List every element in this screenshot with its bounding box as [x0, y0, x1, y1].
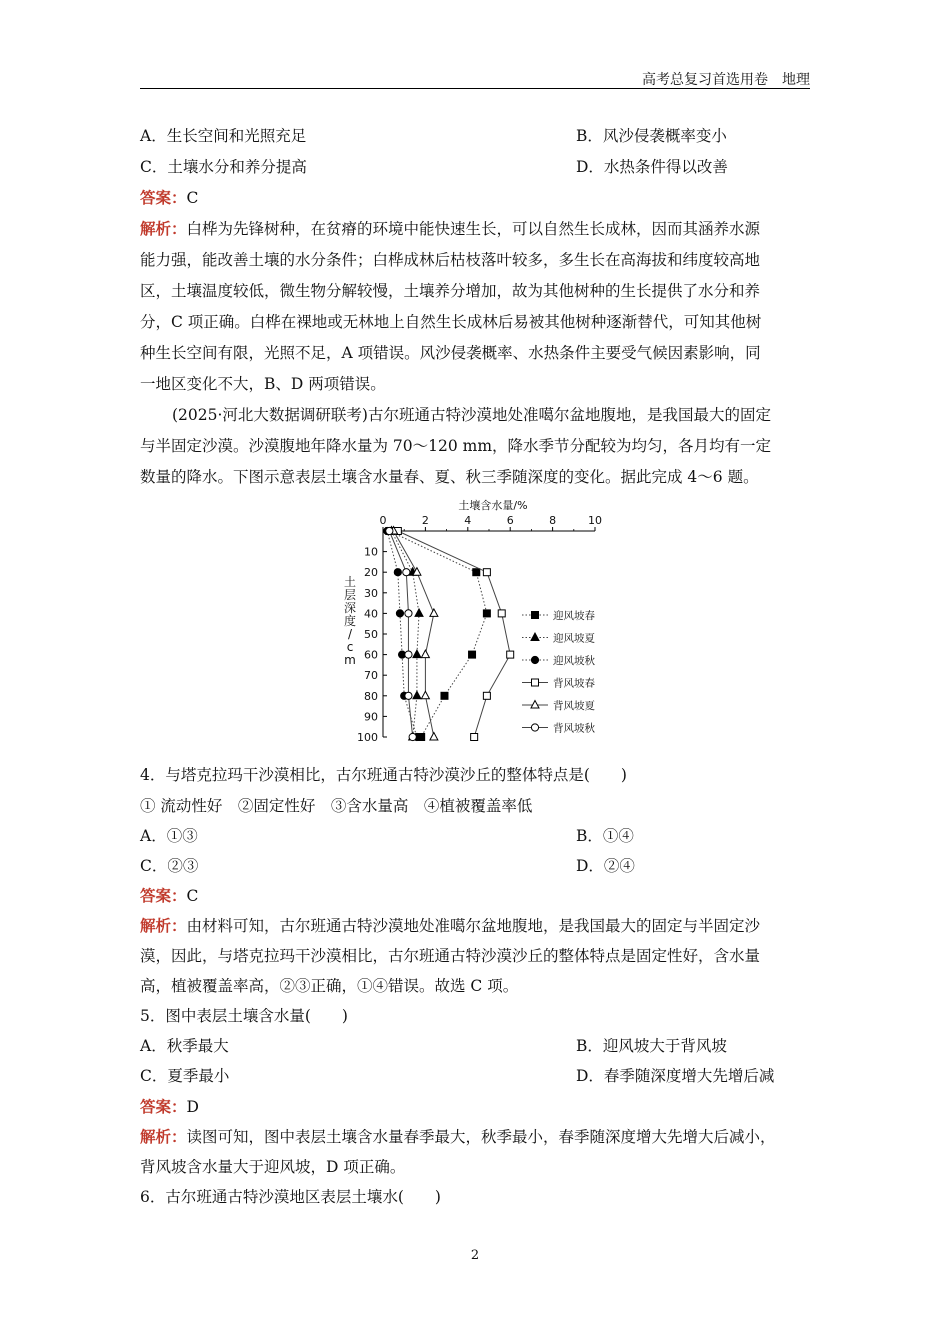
- q5-options-row2: [140, 1066, 775, 1086]
- data-point: [531, 633, 539, 641]
- series-line: [389, 531, 487, 737]
- soil-moisture-chart: [336, 494, 636, 750]
- y-tick-label: 60: [364, 648, 378, 662]
- y-axis-title-char: c: [346, 640, 354, 654]
- data-point: [532, 679, 539, 686]
- data-point: [532, 612, 539, 619]
- q4-option-c[interactable]: C．②③: [140, 857, 199, 875]
- y-axis-title-char: 土: [343, 575, 357, 589]
- series-line: [398, 531, 510, 737]
- q5-stem: 5．图中表层土壤含水量( ): [140, 1007, 348, 1025]
- data-point: [483, 692, 490, 699]
- legend-label: 迎风坡秋: [553, 655, 595, 667]
- y-tick-label: 100: [357, 731, 378, 744]
- header-title: 高考总复习首选用卷 地理: [642, 72, 810, 88]
- legend-label: 背风坡夏: [553, 700, 595, 712]
- q4-answer: [140, 886, 198, 906]
- series-triangle-filled: [387, 527, 423, 741]
- legend-label: 背风坡秋: [553, 722, 595, 735]
- data-point: [473, 569, 480, 576]
- q4-options-row1: [140, 826, 634, 846]
- data-point: [469, 651, 476, 658]
- q5-option-a[interactable]: A．秋季最大: [140, 1037, 229, 1055]
- q4-answer-value: C: [186, 887, 199, 905]
- q3-option-b[interactable]: B．风沙侵袭概率变小: [576, 127, 727, 145]
- q4-analysis-text-1: 由材料可知，古尔班通古特沙漠地处准噶尔盆地腹地，是我国最大的固定与半固定沙: [186, 917, 761, 935]
- q3-answer-label: 答案：: [140, 188, 187, 207]
- data-point: [421, 691, 429, 699]
- q4-stem: 4．与塔克拉玛干沙漠相比，古尔班通古特沙漠沙丘的整体特点是( ): [140, 766, 627, 784]
- data-point: [531, 701, 539, 709]
- series-circle-open: [386, 527, 417, 740]
- y-tick-label: 40: [364, 607, 378, 621]
- data-point: [396, 610, 403, 617]
- x-tick-label: 4: [464, 514, 472, 527]
- data-point: [394, 569, 401, 576]
- x-tick-label: 6: [506, 514, 514, 527]
- series-square-open: [394, 528, 513, 741]
- q3-analysis-label: 解析：: [140, 219, 187, 238]
- x-tick-label: 0: [379, 514, 387, 527]
- y-tick-label: 30: [364, 586, 378, 600]
- series-line: [394, 531, 434, 737]
- y-tick-label: 50: [364, 628, 378, 641]
- data-point: [403, 569, 410, 576]
- q6-stem: 6．古尔班通古特沙漠地区表层土壤水( ): [140, 1188, 441, 1206]
- q5-answer-label: 答案：: [140, 1097, 187, 1116]
- q3-options-row2: [140, 157, 728, 177]
- data-point: [405, 692, 412, 699]
- y-tick-label: 80: [364, 689, 378, 703]
- intro-line-2: 与半固定沙漠。沙漠腹地年降水量为 70～120 mm，降水季节分配较为均匀，各月均有一定: [140, 437, 772, 455]
- q3-analysis-line-5: 种生长空间有限，光照不足，A 项错误。风沙侵袭概率、水热条件主要受气候因素影响，同: [140, 344, 761, 362]
- q5-options-row1: [140, 1036, 727, 1056]
- data-point: [430, 609, 438, 617]
- data-point: [507, 651, 514, 658]
- data-point: [415, 609, 423, 617]
- data-point: [531, 724, 538, 731]
- q4-items: ① 流动性好 ②固定性好 ③含水量高 ④植被覆盖率低: [140, 797, 533, 815]
- q5-answer-value: D: [186, 1098, 199, 1116]
- q3-option-c[interactable]: C．土壤水分和养分提高: [140, 158, 307, 176]
- y-tick-label: 90: [364, 710, 378, 724]
- chart-x-axis-title: 土壤含水量/%: [458, 499, 528, 512]
- data-point: [430, 733, 438, 741]
- header-rule: [140, 88, 810, 89]
- q3-answer: [140, 188, 198, 208]
- y-tick-label: 10: [364, 545, 378, 559]
- series-triangle-open: [390, 527, 438, 741]
- legend-label: 迎风坡春: [553, 610, 595, 622]
- data-point: [531, 656, 538, 663]
- series-circle-filled: [384, 527, 421, 740]
- chart-legend: [522, 609, 595, 735]
- data-point: [405, 651, 412, 658]
- y-axis-title-char: 度: [343, 614, 357, 628]
- intro-line-1: (2025·河北大数据调研联考)古尔班通古特沙漠地处准噶尔盆地腹地，是我国最大的固定: [172, 406, 771, 424]
- series-line: [389, 531, 412, 737]
- q5-option-b[interactable]: B．迎风坡大于背风坡: [576, 1037, 727, 1055]
- data-point: [413, 650, 421, 658]
- y-axis-title-char: 深: [343, 601, 357, 615]
- q3-analysis-line-3: 区，土壤温度较低，微生物分解较慢，土壤养分增加，故为其他树种的生长提供了水分和养: [140, 282, 761, 300]
- q5-analysis-label: 解析：: [140, 1127, 187, 1146]
- q4-analysis-line-2: 漠，因此，与塔克拉玛干沙漠相比，古尔班通古特沙漠沙丘的整体特点是固定性好，含水量: [140, 947, 761, 965]
- data-point: [421, 650, 429, 658]
- q4-option-b[interactable]: B．①④: [576, 827, 634, 845]
- y-axis-title-char: 层: [343, 588, 357, 602]
- q5-analysis-line-2: 背风坡含水量大于迎风坡，D 项正确。: [140, 1158, 406, 1176]
- chart-y-axis-title: [344, 574, 356, 667]
- data-point: [483, 569, 490, 576]
- data-point: [483, 610, 490, 617]
- legend-label: 背风坡春: [553, 677, 595, 690]
- x-tick-label: 10: [588, 514, 602, 527]
- q3-answer-value: C: [186, 189, 199, 207]
- q5-option-c[interactable]: C．夏季最小: [140, 1067, 230, 1085]
- q4-option-a[interactable]: A．①③: [140, 827, 198, 845]
- q3-option-d[interactable]: D．水热条件得以改善: [576, 158, 728, 176]
- data-point: [441, 692, 448, 699]
- data-point: [471, 734, 478, 741]
- q4-analysis-label: 解析：: [140, 916, 187, 935]
- q3-analysis-line-4: 分，C 项正确。白桦在裸地或无林地上自然生长成林后易被其他树种逐渐替代，可知其他树: [140, 313, 762, 331]
- y-axis-title-char: /: [347, 627, 353, 641]
- chart-series: [384, 527, 514, 741]
- q3-analysis-text-1: 白桦为先锋树种，在贫瘠的环境中能快速生长，可以自然生长成林，因而其涵养水源: [186, 220, 761, 238]
- data-point: [498, 610, 505, 617]
- q5-option-d[interactable]: D．春季随深度增大先增后减: [576, 1067, 775, 1085]
- data-point: [413, 691, 421, 699]
- q3-option-a[interactable]: A．生长空间和光照充足: [140, 127, 307, 145]
- legend-label: 迎风坡夏: [553, 632, 595, 645]
- data-point: [405, 610, 412, 617]
- data-point: [386, 527, 393, 534]
- x-tick-label: 8: [549, 514, 557, 527]
- q3-analysis-line-6: 一地区变化不大，B、D 两项错误。: [140, 375, 386, 393]
- intro-line-3: 数量的降水。下图示意表层土壤含水量春、夏、秋三季随深度的变化。据此完成 4～6 题。: [140, 468, 759, 486]
- x-axis-ticks: [380, 514, 603, 531]
- q5-answer: [140, 1097, 199, 1117]
- q4-answer-label: 答案：: [140, 886, 187, 905]
- y-tick-label: 20: [364, 566, 378, 580]
- y-tick-label: 70: [364, 669, 378, 683]
- y-axis-title-char: m: [344, 653, 356, 667]
- q4-option-d[interactable]: D．②④: [576, 857, 635, 875]
- q3-analysis-line-1: [140, 219, 760, 239]
- q4-analysis-line-1: [140, 916, 760, 936]
- q3-options-row1: [140, 126, 727, 146]
- data-point: [409, 733, 416, 740]
- q3-analysis-line-2: 能力强，能改善土壤的水分条件；白桦成林后枯枝落叶较多，多生长在高海拔和纬度较高地: [140, 251, 761, 269]
- q4-analysis-line-3: 高，植被覆盖率高，②③正确，①④错误。故选 C 项。: [140, 977, 519, 995]
- page-number: 2: [470, 1248, 480, 1263]
- q4-options-row2: [140, 856, 635, 876]
- q5-analysis-line-1: [140, 1127, 776, 1147]
- x-tick-label: 2: [421, 514, 429, 527]
- q5-analysis-text-1: 读图可知，图中表层土壤含水量春季最大，秋季最小，春季随深度增大先增大后减小，: [186, 1128, 776, 1146]
